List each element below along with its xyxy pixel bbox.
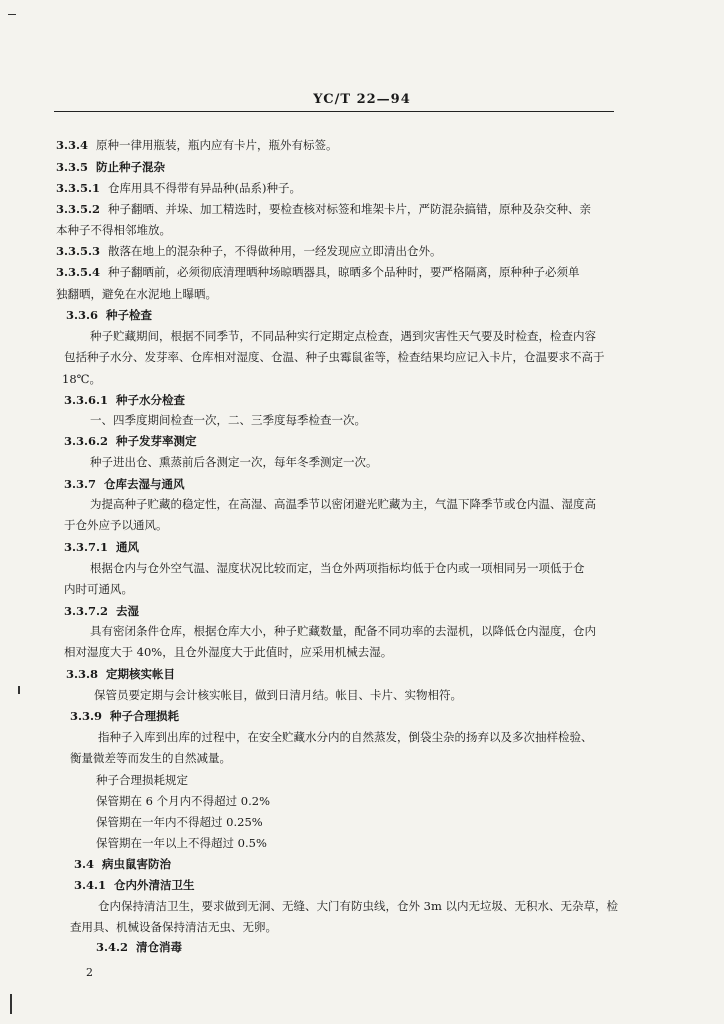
clause-text: 保管员要定期与会计核实帐目，做到日清月结。帐目、卡片、实物相符。: [94, 688, 462, 702]
standard-code-header: YC/T 22—94: [313, 92, 411, 107]
text-line: [64, 518, 168, 532]
header-rule: [54, 111, 614, 112]
text-line: [96, 773, 188, 787]
clause-text: 仓内外清洁卫生: [114, 878, 195, 892]
text-line: [90, 329, 596, 343]
text-line: [70, 920, 277, 934]
clause-number: 3.3.5.2: [56, 202, 101, 216]
clause-text: 种子合理损耗: [110, 709, 180, 723]
clause-text: 种子检查: [106, 308, 153, 322]
clause-text: 清仓消毒: [136, 940, 183, 954]
clause-number: 3.3.7: [64, 477, 97, 491]
text-line: [74, 857, 171, 871]
text-line: [90, 561, 585, 575]
clause-text: 种子翻晒、并垛、加工精选时，要检查核对标签和堆架卡片，严防混杂搞错，原种及杂交种、亲: [108, 202, 592, 216]
clause-text: 散落在地上的混杂种子，不得做种用，一经发现应立即清出仓外。: [108, 244, 442, 258]
clause-number: 3.4: [74, 857, 95, 871]
text-line: [94, 688, 462, 702]
clause-number: 3.3.6.2: [64, 434, 109, 448]
clause-number: 3.3.6.1: [64, 393, 109, 407]
text-line: [64, 582, 133, 596]
clause-text: 保管期在一年以上不得超过 0.5%: [96, 836, 267, 850]
clause-text: 去湿: [116, 604, 140, 618]
clause-text: 本种子不得相邻堆放。: [56, 223, 171, 237]
text-line: [66, 308, 152, 322]
clause-text: 病虫鼠害防治: [102, 857, 172, 871]
clause-text: 种子贮藏期间，根据不同季节，不同品种实行定期定点检查，遇到灾害性天气要及时检查，检查内容: [90, 329, 596, 343]
clause-text: 于仓外应予以通风。: [64, 518, 168, 532]
clause-text: 根据仓内与仓外空气温、湿度状况比较而定，当仓外两项指标均低于仓内或一项相同另一项低于仓: [90, 561, 585, 575]
text-line: [96, 940, 182, 954]
text-line: [90, 497, 596, 511]
clause-text: 18℃。: [62, 372, 101, 386]
text-line: [56, 244, 442, 258]
clause-text: 定期核实帐目: [106, 667, 176, 681]
scan-mark-left: [18, 686, 20, 694]
clause-text: 包括种子水分、发芽率、仓库相对湿度、仓温、种子虫霉鼠雀等，检查结果均应记入卡片，仓温要求不高于: [64, 350, 605, 364]
clause-text: 种子发芽率测定: [116, 434, 197, 448]
clause-text: 种子水分检查: [116, 393, 186, 407]
clause-text: 衡量微差等而发生的自然减量。: [70, 751, 231, 765]
clause-number: 3.3.5: [56, 160, 89, 174]
text-line: [90, 413, 366, 427]
clause-text: 保管期在一年内不得超过 0.25%: [96, 815, 263, 829]
clause-text: 查用具、机械设备保持清洁无虫、无卵。: [70, 920, 277, 934]
text-line: [90, 624, 596, 638]
clause-number: 3.3.5.4: [56, 265, 101, 279]
text-line: [56, 223, 171, 237]
clause-number: 3.3.7.1: [64, 540, 109, 554]
text-line: [56, 202, 591, 216]
text-line: [96, 815, 263, 829]
scan-mark-top: [8, 14, 16, 15]
clause-text: 仓库去湿与通风: [104, 477, 185, 491]
text-line: [56, 287, 217, 301]
clause-text: 种子合理损耗规定: [96, 773, 188, 787]
text-line: [64, 604, 139, 618]
text-line: [96, 836, 267, 850]
text-line: [64, 393, 185, 407]
text-line: [70, 751, 231, 765]
text-line: [74, 878, 195, 892]
text-line: [70, 709, 179, 723]
clause-number: 3.3.6: [66, 308, 99, 322]
text-line: [56, 181, 301, 195]
clause-number: 3.4.2: [96, 940, 129, 954]
clause-text: 通风: [116, 540, 140, 554]
clause-text: 为提高种子贮藏的稳定性，在高湿、高温季节以密闭避光贮藏为主，气温下降季节或仓内温、湿度高: [90, 497, 596, 511]
clause-text: 相对湿度大于 40%，且仓外湿度大于此值时，应采用机械去湿。: [64, 645, 393, 659]
clause-number: 3.3.9: [70, 709, 103, 723]
text-line: [64, 477, 185, 491]
clause-text: 保管期在 6 个月内不得超过 0.2%: [96, 794, 270, 808]
clause-text: 防止种子混杂: [96, 160, 166, 174]
text-line: [66, 667, 175, 681]
clause-text: 仓库用具不得带有异品种(品系)种子。: [108, 181, 302, 195]
text-line: [98, 730, 593, 744]
text-line: [98, 899, 618, 913]
text-line: [56, 138, 338, 152]
clause-text: 内时可通风。: [64, 582, 133, 596]
clause-text: 具有密闭条件仓库，根据仓库大小，种子贮藏数量，配备不同功率的去湿机，以降低仓内湿度，仓内: [90, 624, 596, 638]
text-line: [62, 372, 101, 386]
clause-number: 3.3.8: [66, 667, 99, 681]
text-line: [96, 794, 270, 808]
scan-mark-bottom: [10, 994, 12, 1014]
text-line: [64, 434, 197, 448]
text-line: [64, 645, 392, 659]
text-line: [56, 160, 165, 174]
text-line: [90, 455, 378, 469]
clause-number: 3.3.4: [56, 138, 89, 152]
text-line: [64, 350, 605, 364]
text-line: [64, 540, 139, 554]
clause-text: 指种子入库到出库的过程中，在安全贮藏水分内的自然蒸发，倒袋尘杂的扬弃以及多次抽样检验、: [98, 730, 593, 744]
page-number: 2: [86, 966, 93, 979]
clause-number: 3.3.5.1: [56, 181, 101, 195]
clause-text: 种子翻晒前，必须彻底清理晒种场晾晒器具，晾晒多个品种时，要严格隔离，原种种子必须单: [108, 265, 580, 279]
clause-number: 3.4.1: [74, 878, 107, 892]
clause-text: 原种一律用瓶装，瓶内应有卡片，瓶外有标签。: [96, 138, 338, 152]
text-line: [56, 265, 580, 279]
clause-text: 仓内保持清洁卫生，要求做到无洞、无缝、大门有防虫线，仓外 3m 以内无垃圾、无积水、无杂草，检: [98, 899, 619, 913]
clause-text: 一、四季度期间检查一次，二、三季度每季检查一次。: [90, 413, 366, 427]
clause-text: 种子进出仓、熏蒸前后各测定一次，每年冬季测定一次。: [90, 455, 378, 469]
clause-number: 3.3.7.2: [64, 604, 109, 618]
clause-text: 独翻晒，避免在水泥地上曝晒。: [56, 287, 217, 301]
clause-number: 3.3.5.3: [56, 244, 101, 258]
